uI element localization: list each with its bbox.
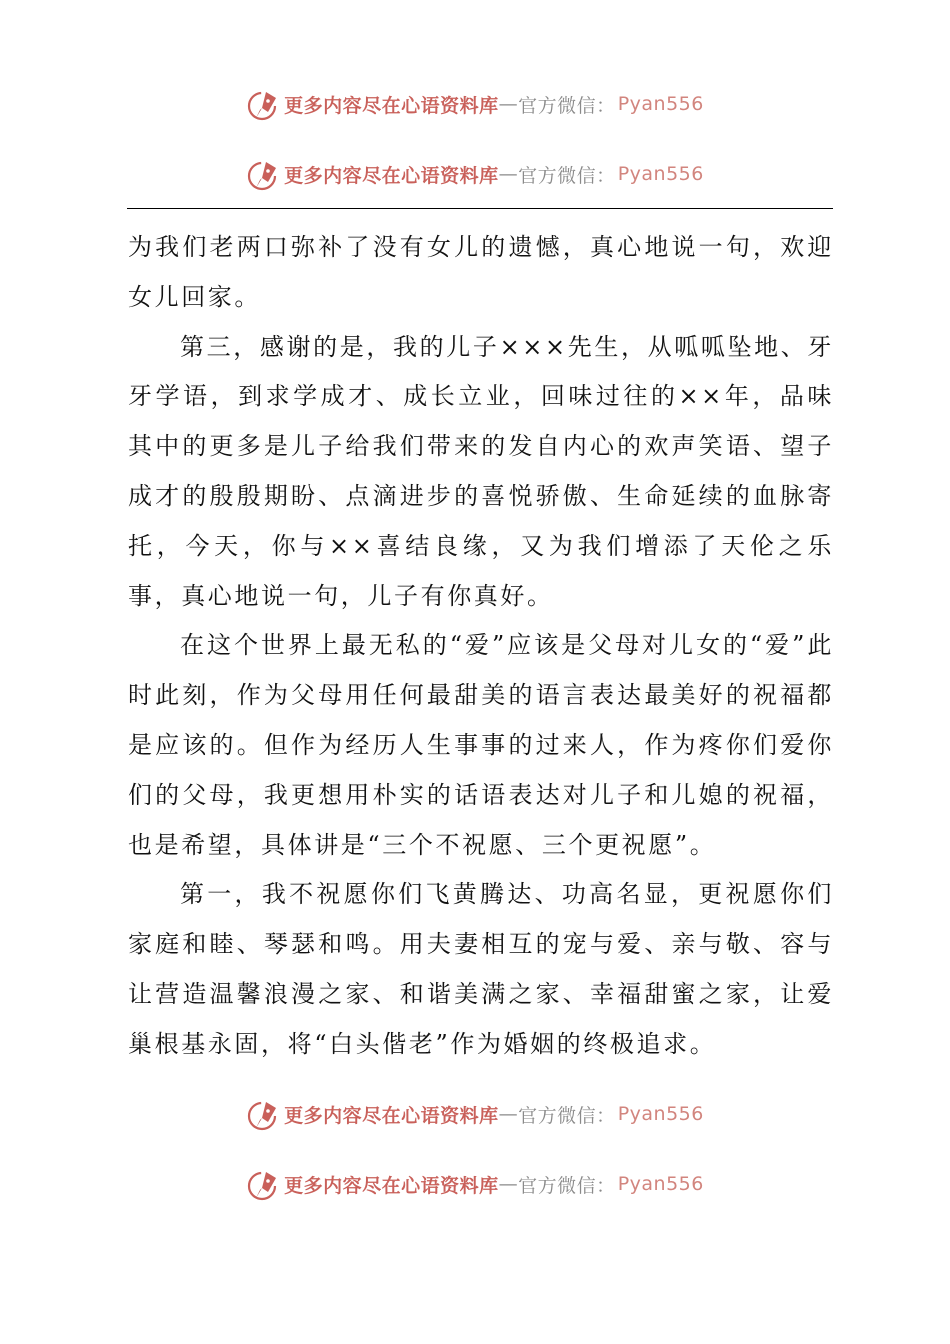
watermark-wechat-label: 官方微信： [518,94,616,117]
paragraph-continuation: 为我们老两口弥补了没有女儿的遗憾，真心地说一句，欢迎女儿回家。 [128,233,834,311]
watermark-dash: — [498,1103,519,1125]
header-divider [127,208,833,209]
watermark-banner-bottom-1 [0,1094,950,1134]
watermark-brand-text: 更多内容尽在心语资料库 [284,164,499,187]
watermark-banner-top-2 [0,154,950,194]
watermark-brand-text: 更多内容尽在心语资料库 [284,1174,499,1197]
watermark-wechat-label: 官方微信： [518,164,616,187]
paragraph-first-wish: 第一，我不祝愿你们飞黄腾达、功高名显，更祝愿你们家庭和睦、琴瑟和鸣。用夫妻相互的宠与爱、亲与敬、容与让营造温馨浪漫之家、和谐美满之家、幸福甜蜜之家，让爱巢根基永固，将“白头偕老”作为婚姻的终极追求。 [128,880,834,1058]
watermark-wechat-id: Pyan556 [617,163,704,185]
watermark-wechat-id: Pyan556 [617,1173,704,1195]
watermark-banner-bottom-2 [0,1164,950,1204]
pen-nib-logo-icon [246,1166,282,1202]
pen-nib-logo-icon [246,156,282,192]
watermark-wechat-id: Pyan556 [617,93,704,115]
watermark-brand-text: 更多内容尽在心语资料库 [284,1104,499,1127]
watermark-wechat-label: 官方微信： [518,1174,616,1197]
watermark-dash: — [498,93,519,115]
watermark-dash: — [498,163,519,185]
paragraph-third-thanks: 第三，感谢的是，我的儿子×××先生，从呱呱坠地、牙牙学语，到求学成才、成长立业，回味过往的××年，品味其中的更多是儿子给我们带来的发自内心的欢声笑语、望子成才的殷殷期盼、点滴进步的喜悦骄傲、生命延续的血脉寄托，今天，你与××喜结良缘，又为我们增添了天伦之乐事，真心地说一句，儿子有你真好。 [128,332,834,610]
watermark-wechat-id: Pyan556 [617,1103,704,1125]
pen-nib-logo-icon [246,1096,282,1132]
pen-nib-logo-icon [246,86,282,122]
watermark-brand-text: 更多内容尽在心语资料库 [284,94,499,117]
watermark-wechat-label: 官方微信： [518,1104,616,1127]
watermark-banner-top-1 [0,84,950,124]
paragraph-parents-love: 在这个世界上最无私的“爱”应该是父母对儿女的“爱”此时此刻，作为父母用任何最甜美的语言表达最美好的祝福都是应该的。但作为经历人生事事的过来人，作为疼你们爱你们的父母，我更想用朴实的话语表达对儿子和儿媳的祝福，也是希望，具体讲是“三个不祝愿、三个更祝愿”。 [128,631,834,859]
document-body [128,223,834,1070]
watermark-dash: — [498,1173,519,1195]
